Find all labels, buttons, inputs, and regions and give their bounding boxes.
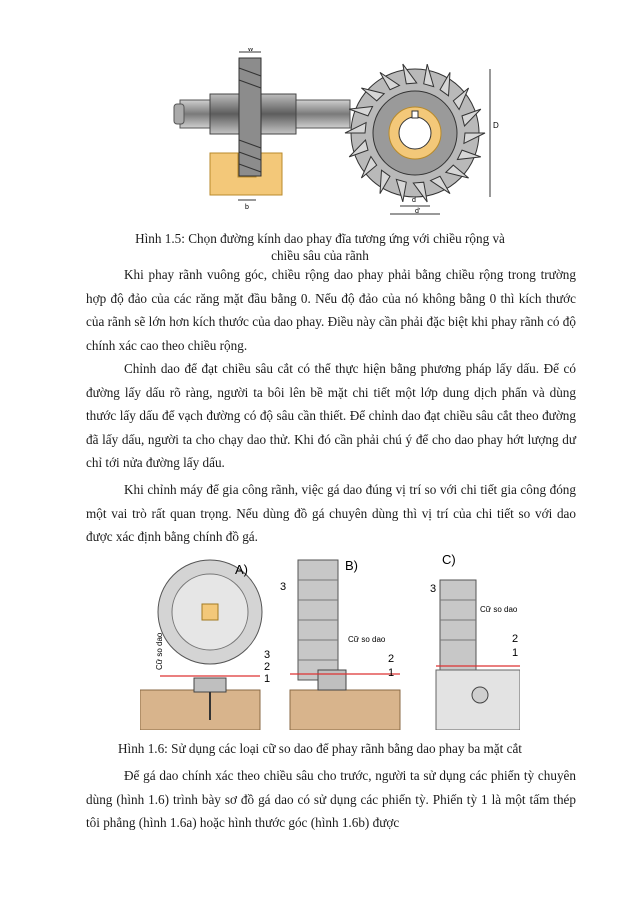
panel-b-label: B)	[345, 558, 358, 573]
paragraph-3-text: Khi chỉnh máy để gia công rãnh, việc gá dao đúng vị trí so với chi tiết gia công đóng một vai trò rất quan trọng. Nếu dùng đồ gá chuyên dùng thì vị trí của chi tiết so với dao được xác định bằng chính đồ gá.	[86, 482, 576, 544]
panel-a-n2: 2	[264, 661, 271, 673]
label-d: d	[412, 197, 416, 204]
paragraph-3	[86, 478, 576, 549]
panel-c-n2: 2	[512, 633, 519, 645]
panel-a	[140, 560, 270, 730]
figure-1-6-caption-text: Hình 1.6: Sử dụng các loại cữ so dao để phay rãnh bằng dao phay ba mặt cắt	[118, 741, 522, 756]
paragraph-4-text: Để gá dao chính xác theo chiều sâu cho trước, người ta sử dụng các phiến tỳ chuyên dùng (hình 1.6) trình bày sơ đồ gá dao có sử dụng các phiến tỳ. Phiến tỳ 1 là một tấm thép tôi phẳng (hình 1.6a) hoặc hình thước góc (hình 1.6b) được	[86, 768, 576, 830]
panel-c-n3: 3	[430, 583, 437, 595]
label-w: w	[248, 48, 254, 53]
panel-a-cu-so-dao: Cữ so dao	[155, 632, 164, 670]
panel-c-label: C)	[442, 552, 456, 567]
figure-1-5-caption	[100, 230, 540, 264]
figure-1-5-illustration	[160, 48, 520, 218]
figure-1-5-caption-line1: Hình 1.5: Chọn đường kính dao phay đĩa tương ứng với chiều rộng và	[135, 231, 505, 246]
panel-a-n1: 1	[264, 673, 271, 685]
panel-a-label: A)	[235, 562, 248, 577]
panel-b-n1: 1	[388, 667, 395, 679]
panel-b-cu-so-dao: Cữ so dao	[348, 635, 386, 644]
panel-c-n1: 1	[512, 647, 519, 659]
paragraph-1	[86, 263, 576, 357]
panel-b-n2: 2	[388, 653, 395, 665]
figure-1-5-caption-line2: chiều sâu của rãnh	[271, 248, 369, 263]
panel-b	[280, 558, 400, 730]
figure-1-6-caption	[60, 740, 580, 757]
paragraph-1-text: Khi phay rãnh vuông góc, chiều rộng dao phay phải bằng chiều rộng trong trường hợp độ đảo của các răng mặt đầu bằng 0. Nếu độ đảo của nó không bằng 0 thì kích thước của rãnh sẽ lớn hơn kích thước của dao phay. Điều này cần phải đặc biệt khi phay rãnh có độ chính xác cao theo chiều rộng.	[86, 267, 576, 353]
label-d-prime: d'	[415, 208, 421, 215]
panel-c-cu-so-dao: Cữ so dao	[480, 605, 518, 614]
paragraph-4	[86, 764, 576, 835]
panel-b-n3: 3	[280, 581, 287, 593]
label-b: b	[245, 204, 249, 211]
panel-c	[430, 552, 520, 730]
figure-1-6-illustration	[140, 550, 520, 730]
panel-a-n3: 3	[264, 649, 271, 661]
label-D: D	[493, 121, 499, 130]
paragraph-2-text: Chỉnh dao để đạt chiều sâu cắt có thể thực hiện bằng phương pháp lấy dấu. Để có đường lấy dấu rõ ràng, người ta bôi lên bề mặt chi tiết một lớp dung dịch phấn và dùng thước lấy dấu để vạch đường có độ sâu cần thiết. Để chỉnh dao đạt chiều sâu cắt theo đường đã lấy dấu, người ta cho chạy dao thử. Khi đó cần phải chú ý để cho dao phay hớt lượng dư chỉ tới nửa đường lấy dấu.	[86, 361, 576, 470]
paragraph-2	[86, 357, 576, 475]
